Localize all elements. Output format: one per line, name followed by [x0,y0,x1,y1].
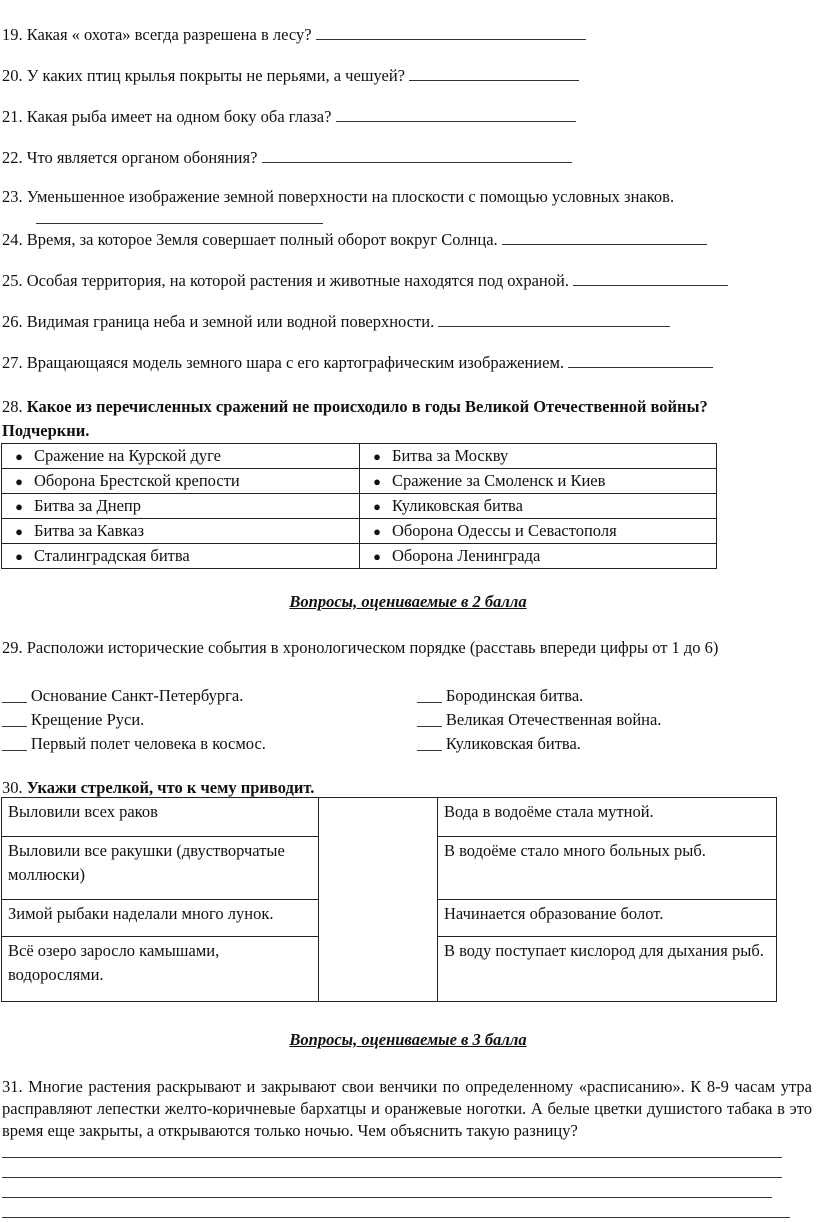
bullet-icon: ● [15,549,23,564]
answer-blank-26[interactable] [438,311,670,327]
order-blank[interactable]: ___ [2,710,31,729]
order-blank[interactable]: ___ [2,686,31,705]
effect-cell[interactable]: В водоёме стало много больных рыб. [438,837,777,900]
battle-option[interactable]: ● Битва за Москву [360,444,717,469]
answer-line[interactable] [2,1177,782,1178]
event-item: ___ Первый полет человека в космос. [2,734,266,753]
question-23: 23. Уменьшенное изображение земной поверхности на плоскости с помощью условных знаков. [2,187,675,206]
cause-effect-table [1,797,777,1002]
battle-option[interactable]: ● Битва за Днепр [2,494,360,519]
question-27: 27. Вращающаяся модель земного шара с его картографическим изображением. [2,352,713,373]
question-29: 29. Расположи исторические события в хронологическом порядке (расставь впереди цифры от 1 до 6) [2,638,719,657]
battle-option[interactable]: ● Сражение за Смоленск и Киев [360,469,717,494]
answer-line[interactable] [2,1157,782,1158]
event-item: ___ Крещение Руси. [2,710,145,729]
battle-option[interactable]: ● Сталинградская битва [2,544,360,569]
event-item: ___ Бородинская битва. [417,686,584,705]
table-row [2,544,717,569]
battle-option[interactable]: ● Битва за Кавказ [2,519,360,544]
battle-option[interactable]: ● Куликовская битва [360,494,717,519]
event-item: ___ Великая Отечественная война. [417,710,662,729]
bullet-icon: ● [15,499,23,514]
order-blank[interactable]: ___ [417,734,446,753]
question-26: 26. Видимая граница неба и земной или водной поверхности. [2,311,670,332]
effect-cell[interactable]: В воду поступает кислород для дыхания рыб. [438,937,777,1002]
question-22: 22. Что является органом обоняния? [2,147,572,168]
question-21: 21. Какая рыба имеет на одном боку оба глаза? [2,106,576,127]
question-30: 30. Укажи стрелкой, что к чему приводит. [2,778,315,797]
answer-blank-25[interactable] [573,270,728,286]
answer-blank-19[interactable] [316,24,586,40]
battle-option[interactable]: ● Оборона Брестской крепости [2,469,360,494]
bullet-icon: ● [15,449,23,464]
answer-line[interactable] [2,1217,790,1218]
question-31: 31. Многие растения раскрывают и закрывают свои венчики по определенному «расписанию». К 8-9 часам утра расправляют лепестки желто-коричневые бархатцы и оранжевые ноготки. А белые цветки душистого табака в это время еще закрыты, а открываются только ночью. Чем объяснить такую разницу? [2,1077,812,1140]
order-blank[interactable]: ___ [2,734,31,753]
battle-option[interactable]: ● Оборона Ленинграда [360,544,717,569]
bullet-icon: ● [373,449,381,464]
bullet-icon: ● [15,474,23,489]
cause-cell[interactable]: Выловили всех раков [2,798,319,837]
table-row [2,469,717,494]
bullet-icon: ● [15,524,23,539]
answer-blank-22[interactable] [262,147,572,163]
effect-cell[interactable]: Вода в водоёме стала мутной. [438,798,777,837]
table-row [2,494,717,519]
bullet-icon: ● [373,524,381,539]
arrow-area[interactable] [319,798,438,1002]
question-28-line2: Подчеркни. [2,421,90,440]
question-28: 28. Какое из перечисленных сражений не происходило в годы Великой Отечественной войны? [2,397,708,416]
event-item: ___ Куликовская битва. [417,734,581,753]
cause-cell[interactable]: Всё озеро заросло камышами, водорослями. [2,937,319,1002]
answer-line[interactable] [2,1197,772,1198]
effect-cell[interactable]: Начинается образование болот. [438,900,777,937]
battle-option[interactable]: ● Сражение на Курской дуге [2,444,360,469]
answer-blank-27[interactable] [568,352,713,368]
section-heading-3-points: Вопросы, оцениваемые в 3 балла [289,1030,527,1049]
cause-cell[interactable]: Зимой рыбаки наделали много лунок. [2,900,319,937]
question-20: 20. У каких птиц крылья покрыты не перьями, а чешуей? [2,65,579,86]
answer-blank-20[interactable] [409,65,579,81]
table-row [2,798,777,837]
answer-blank-24[interactable] [502,229,707,245]
order-blank[interactable]: ___ [417,710,446,729]
question-24: 24. Время, за которое Земля совершает полный оборот вокруг Солнца. [2,229,707,250]
bullet-icon: ● [373,474,381,489]
question-19: 19. Какая « охота» всегда разрешена в лесу? [2,24,586,45]
cause-cell[interactable]: Выловили все ракушки (двустворчатые моллюски) [2,837,319,900]
table-row [2,444,717,469]
order-blank[interactable]: ___ [417,686,446,705]
table-row [2,519,717,544]
section-heading-2-points: Вопросы, оцениваемые в 2 балла [289,592,527,611]
bullet-icon: ● [373,549,381,564]
battles-table [1,443,717,569]
bullet-icon: ● [373,499,381,514]
question-25: 25. Особая территория, на которой растения и животные находятся под охраной. [2,270,728,291]
event-item: ___ Основание Санкт-Петербурга. [2,686,244,705]
battle-option[interactable]: ● Оборона Одессы и Севастополя [360,519,717,544]
answer-blank-23[interactable] [36,223,323,224]
answer-blank-21[interactable] [336,106,576,122]
